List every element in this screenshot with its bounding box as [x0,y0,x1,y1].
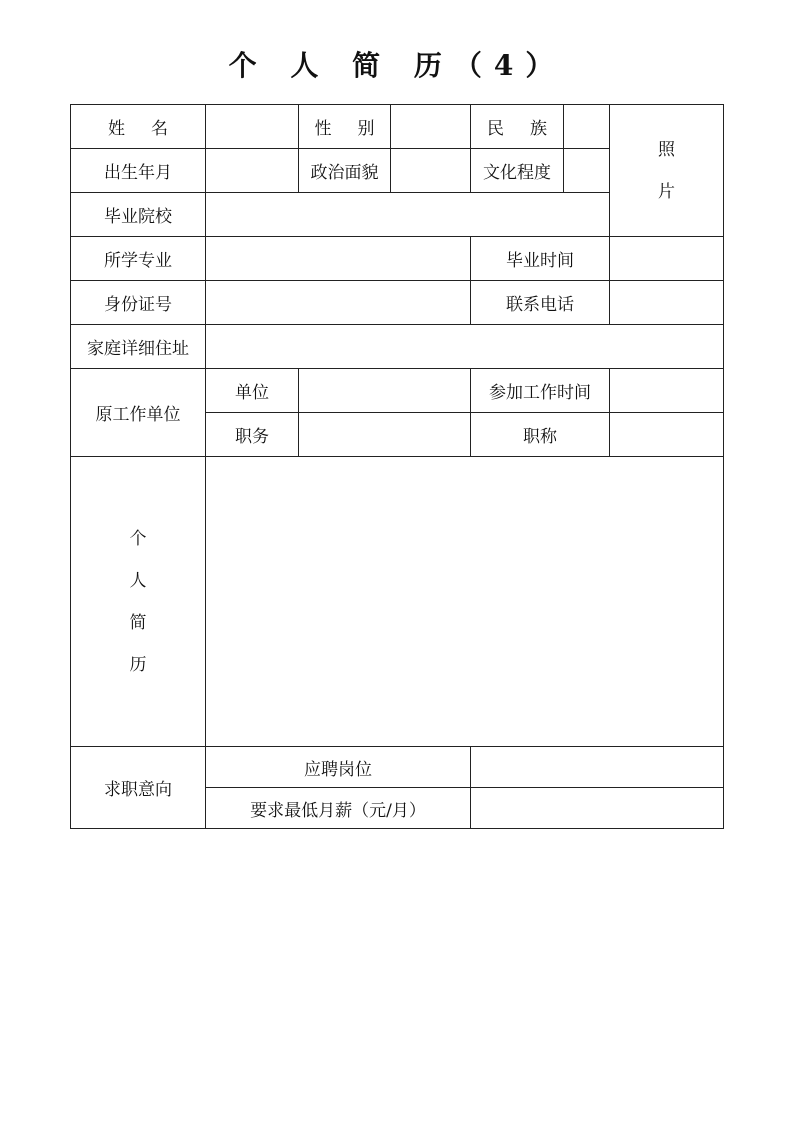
position-label: 职务 [206,413,299,457]
education-label: 文化程度 [471,149,564,193]
position-field[interactable] [299,413,471,457]
row-id [71,281,724,325]
intention-label: 求职意向 [71,747,206,829]
ethnicity-field[interactable] [564,105,610,149]
unit-field[interactable] [299,369,471,413]
min-salary-label: 要求最低月薪（元/月） [206,788,471,829]
political-field[interactable] [391,149,471,193]
row-basic-1 [71,105,724,149]
ethnicity-label: 民 族 [471,105,564,149]
grad-time-field[interactable] [610,237,724,281]
name-field[interactable] [206,105,299,149]
former-employer-label: 原工作单位 [71,369,206,457]
row-address [71,325,724,369]
education-field[interactable] [564,149,610,193]
name-label: 姓 名 [71,105,206,149]
row-intention-1 [71,747,724,788]
resume-form-table [70,104,724,829]
applied-post-field[interactable] [471,747,724,788]
birth-field[interactable] [206,149,299,193]
phone-label: 联系电话 [471,281,610,325]
major-label: 所学专业 [71,237,206,281]
phone-field[interactable] [610,281,724,325]
min-salary-field[interactable] [471,788,724,829]
page-title: 个 人 简 历（4） [228,49,566,82]
row-former-employer-1 [71,369,724,413]
id-number-label: 身份证号 [71,281,206,325]
personal-resume-label: 个 人 简 历 [71,457,206,747]
birth-label: 出生年月 [71,149,206,193]
personal-resume-field[interactable] [206,457,724,747]
photo-box[interactable] [610,105,724,237]
unit-label: 单位 [206,369,299,413]
political-label: 政治面貌 [299,149,391,193]
row-personal-resume [71,457,724,747]
id-number-field[interactable] [206,281,471,325]
address-label: 家庭详细住址 [71,325,206,369]
work-start-label: 参加工作时间 [471,369,610,413]
row-major [71,237,724,281]
applied-post-label: 应聘岗位 [206,747,471,788]
job-title-label: 职称 [471,413,610,457]
major-field[interactable] [206,237,471,281]
job-title-field[interactable] [610,413,724,457]
grad-time-label: 毕业时间 [471,237,610,281]
address-field[interactable] [206,325,724,369]
school-field[interactable] [206,193,610,237]
gender-label: 性 别 [299,105,391,149]
school-label: 毕业院校 [71,193,206,237]
photo-label-2: 片 [658,181,675,202]
gender-field[interactable] [391,105,471,149]
work-start-field[interactable] [610,369,724,413]
photo-label-1: 照 [658,139,675,160]
